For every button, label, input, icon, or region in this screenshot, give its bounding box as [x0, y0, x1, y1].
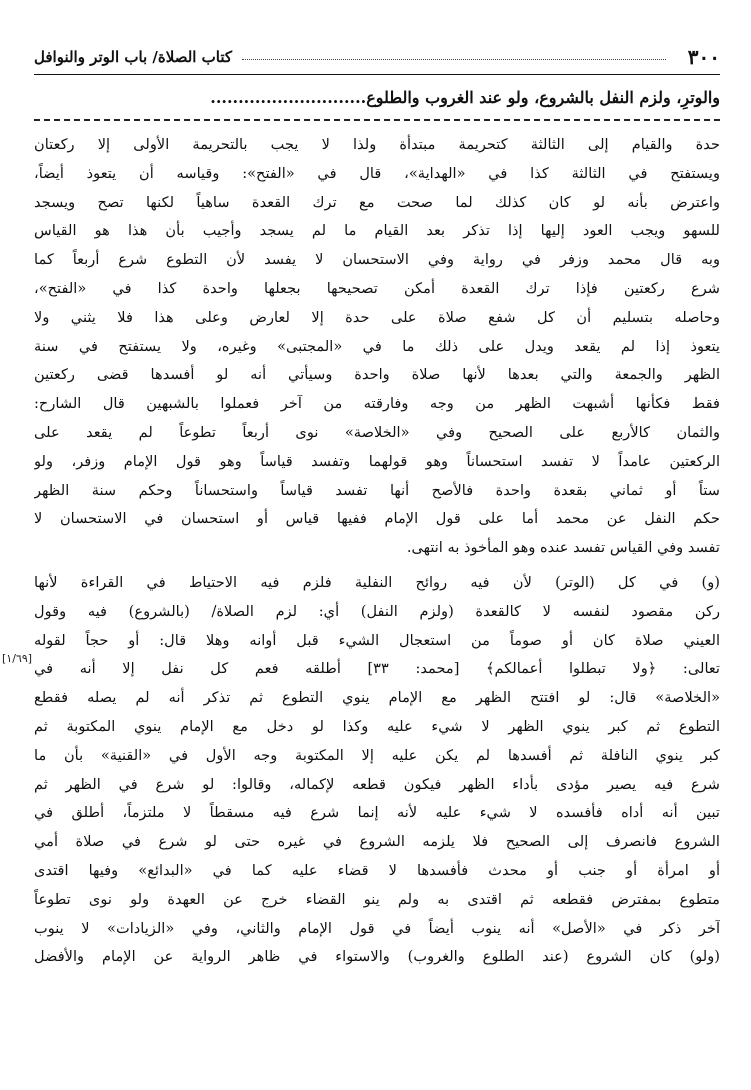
- text-line: ويستفتح في الثالثة كذا في «الهداية»، قال في «الفتح»: وقياسه أن يتعوذ أيضاً،: [34, 164, 720, 182]
- text-line: العيني صلاة كان أو صوماً من استعجال الشيء قبل أوانه وهلا قال: أو حجاً لقوله: [34, 631, 720, 649]
- text-line: حدة والقيام إلى الثالثة كتحريمة مبتدأة ولذا لا يجب بالتحريمة الأولى إلا ركعتان: [34, 136, 720, 153]
- text-line: (و) في كل (الوتر) لأن فيه روائح النفلية فلزم فيه الاحتياط في القراءة لأنها: [34, 573, 720, 591]
- text-line: أو امرأة أو جنب أو محدث فأفسدها لا قضاء عليه كما في «البدائع» وفيها اقتدى: [34, 861, 720, 879]
- text-line: الشروع فانصرف إلى الصحيح فلا يلزمه الشروع في غيره حتى لو شرع في صلاة أمي: [34, 833, 720, 851]
- text-line: وبه قال محمد وزفر في رواية وفي الاستحسان لا يفسد لأن التطوع شرع أربعاً كما: [34, 251, 720, 269]
- text-line: الظهر والجمعة والتي بعدها لأنها صلاة واحدة وسيأتي أنه لو أفسدها قضى ركعتين: [34, 366, 720, 384]
- paragraph-1: [34, 131, 720, 563]
- commentary-body: [34, 131, 720, 972]
- text-line: تبين أنه أداه فأفسده لا شيء عليه لأنه إنما شرع فيه مسقطاً لا ملتزماً، أطلق في: [34, 804, 720, 822]
- text-line: متطوع بمفترض فقطعه ثم اقتدى به ولم ينو القضاء خرج عن العهدة ولو نوى تطوعاً: [34, 890, 720, 908]
- text-line: (ولو) كان الشروع (عند الطلوع والغروب) والاستواء في ظاهر الرواية عن الإمام والأفضل: [34, 948, 720, 966]
- matn-dots: ...........................: [210, 88, 361, 107]
- margin-folio-reference: [١/٦٩]: [2, 652, 33, 665]
- text-line: تعالى: ﴿ولا تبطلوا أعمالكم﴾ [محمد: ٣٣] أطلقه فعم كل نفل إلا أنه في: [34, 660, 720, 678]
- text-line: ستاً أو ثماني بقعدة واحدة فالأصح أنها تفسد قياساً واستحساناً وحكم سنة الظهر: [34, 481, 720, 499]
- text-line: يتعوذ إذا لم يقعد ويدل على ذلك ما في «المجتبى» وغيره، ولا يستفتح في سنة: [34, 337, 720, 355]
- text-line: واعترض بأنه لو كان كذلك لما صحت مع ترك القعدة ساهياً لكنها تصح ويسجد: [34, 193, 720, 211]
- page-number: ٣٠٠: [687, 45, 720, 69]
- text-line: الركعتين عامداً لا تفسد استحساناً وهو قولهما وتفسد قياساً وهو قول الإمام وزفر، ولو: [34, 452, 720, 470]
- text-line: آخر ذكر في «الأصل» أنه ينوب أيضاً في قول الإمام والثاني، وفي «الزيادات» لا ينوب: [34, 919, 720, 937]
- text-line: تفسد وفي القياس تفسد عنده وهو المأخوذ به انتهى.: [406, 539, 720, 557]
- matn-text: والوترِ، ولزم النفل بالشروع، ولو عند الغروب والطلوع.: [360, 88, 720, 107]
- header-leader-dots: [242, 59, 666, 60]
- text-line: حكم النفل عن محمد أما على قول الإمام ففيها قياس أو استحسان في الاستحسان لا: [34, 510, 720, 528]
- matn-line: [34, 86, 720, 110]
- text-line: ركن مقصود لنفسه لا كالقعدة (ولزم النفل) أي: لزم الصلاة/ (بالشروع) فيه وقول: [34, 602, 720, 620]
- paragraph-2: [34, 569, 720, 972]
- text-line: فقط فكأنها أشبهت الظهر من وجه وفارقته من آخر فعملوا بالشبهين قال الشارح:: [34, 395, 720, 413]
- text-line: كبر ينوي النافلة ثم أفسدها لم يكن عليه إلا المكتوبة وجه الأول في «القنية» بأن ما: [34, 746, 720, 764]
- text-line: التطوع ثم كبر ينوي الظهر لا شيء عليه وكذا لو دخل مع الإمام ينوي المكتوبة ثم: [34, 717, 720, 735]
- text-line: شرع ركعتين فإذا ترك القعدة أمكن تصحيحها بجعلها واحدة كذا في «الفتح»،: [34, 279, 720, 297]
- page-header: [34, 40, 720, 75]
- text-line: وحاصله بتسليم أن كل شفع صلاة على حدة إلا لعارض وعلى هذا فلا يثني ولا: [34, 308, 720, 326]
- text-line: «الخلاصة» قال: لو افتتح الظهر مع الإمام ينوي التطوع ثم تذكر أنه لم يصله فقطع: [34, 689, 720, 707]
- text-line: للسهو ويجب العود إليها إذا تذكر بعد القيام ما لم يسجد وأجيب بأن هذا هو القياس: [34, 222, 720, 240]
- running-title: كتاب الصلاة/ باب الوتر والنوافل: [34, 48, 233, 66]
- text-line: شرع فيه يصير مؤدى بأداء الظهر فيكون قطعه لإكماله، وقالوا: لو شرع في الظهر ثم: [34, 775, 720, 793]
- text-line: والثمان كالأربع على الصحيح وفي «الخلاصة» نوى أربعاً تطوعاً لم يقعد على: [34, 423, 720, 441]
- separator-line: [34, 119, 720, 121]
